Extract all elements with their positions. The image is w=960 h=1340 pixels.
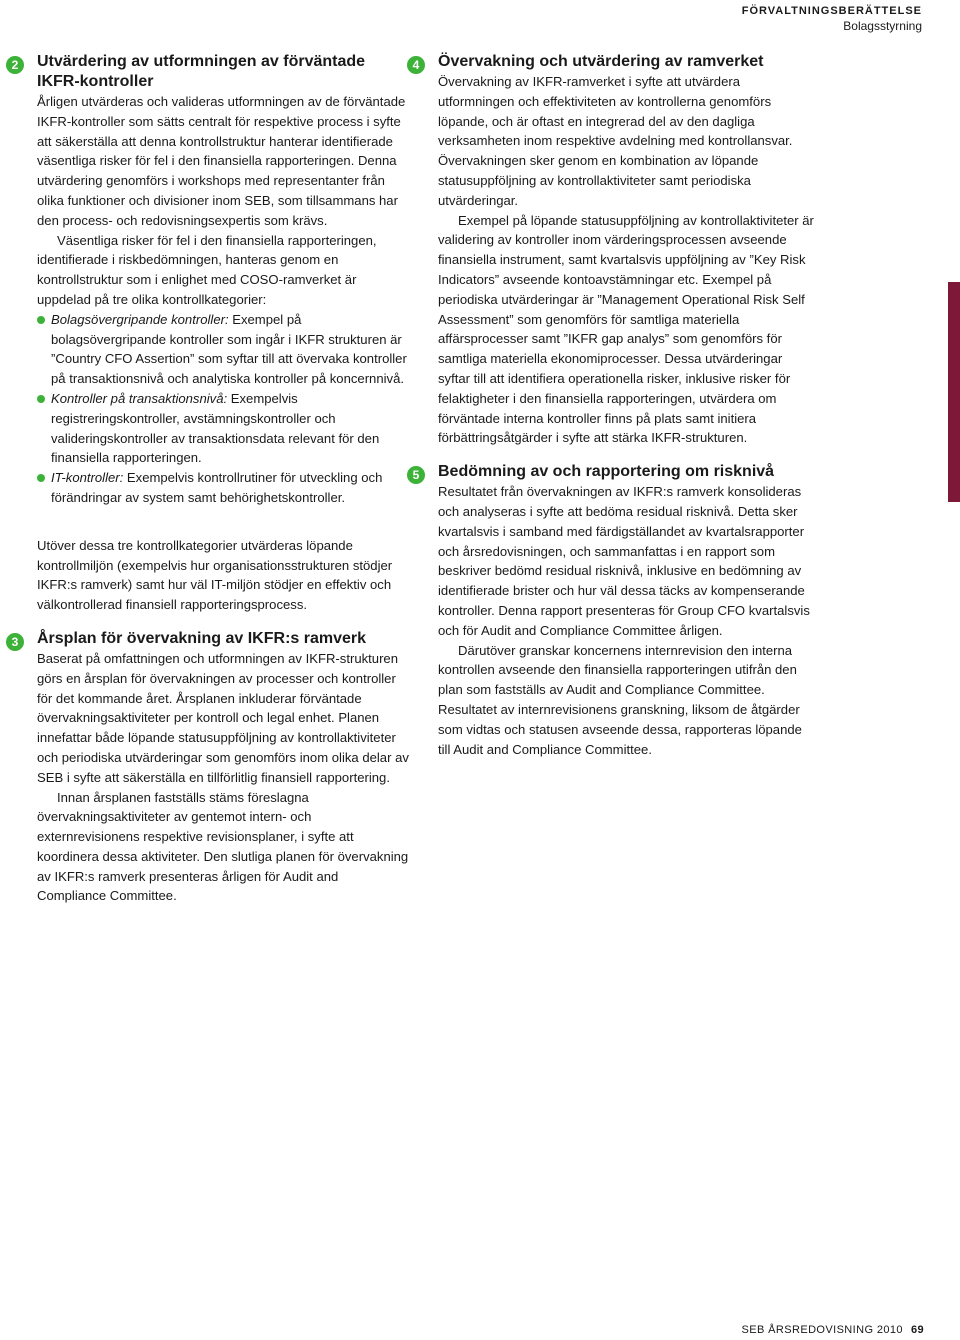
paragraph: Baserat på omfattningen och utformningen av IKFR-strukturen görs en årsplan för övervakningen av processer och kontroller för det kommande året. Årsplanen inkluderar förväntade övervakningsaktiviteter per kontroll och legal enhet. Planen innefattar både löpande statusuppföljning av kontrollaktiviteter och periodiska utvärderingar som genomförs inom olika delar av SEB i syfte att säkerställa en tillförlitlig finansiell rapportering. bbox=[37, 650, 409, 785]
list-item bbox=[37, 310, 409, 389]
section-number-badge: 4 bbox=[407, 56, 425, 74]
section-heading: Bedömning av och rapportering om risknivå bbox=[438, 463, 775, 481]
heading-line-1: Utvärdering av utformningen av förväntade bbox=[37, 53, 366, 70]
list-item bbox=[37, 468, 409, 508]
bullet-icon bbox=[37, 474, 45, 482]
bullet-text: Exempelvis kontrollrutiner för utveckling och förändringar av system samt behörighetskontroller. bbox=[51, 470, 383, 505]
heading-line-2: IKFR-kontroller bbox=[37, 73, 154, 90]
section-number-badge: 2 bbox=[6, 56, 24, 74]
paragraph: Innan årsplanen fastställs stäms föreslagna övervakningsaktiviteter av gentemot intern- och externrevisionens respektive revisionsplaner, i syfte att koordinera dessa aktiviteter. Den slutliga planen för övervakning av IKFR:s ramverk presenteras årligen för Audit and Compliance Committee. bbox=[37, 789, 409, 904]
paragraph: Årligen utvärderas och valideras utformningen av de förväntade IKFR-kontroller som sätts centralt för respektive process i syfte att säkerställa att denna kontrollstruktur hanterar identifierade väsentliga risker för fel i den finansiella rapporteringen. Denna utvärdering genomförs i workshops med representanter från olika funktioner och divisioner inom SEB, som tillsammans har den process- och redovisningsexpertis som krävs. bbox=[37, 94, 406, 228]
section-heading bbox=[37, 52, 409, 92]
section-heading: Årsplan för övervakning av IKFR:s ramverk bbox=[37, 629, 367, 647]
left-column bbox=[11, 52, 409, 906]
paragraph: Resultatet från övervakningen av IKFR:s ramverk konsolideras och analyseras i syfte att bedöma residual risknivå. Detta sker kvartalsvis i samband med färdigställandet av kvartalsrapporter och årsredovisningen, och sammanfattas i en rapport som beskriver bedömd residual risknivå, inklusive en bedömning av identifierade brister och hur väl dessa täcks av kompenserande kontroller. Denna rapport presenteras för Group CFO kvartalsvis och för Audit and Compliance Committee årligen. bbox=[438, 484, 810, 638]
spacer bbox=[438, 448, 814, 462]
list-item bbox=[37, 389, 409, 468]
page-footer bbox=[742, 1324, 924, 1336]
section-number-badge: 5 bbox=[407, 466, 425, 484]
section-2 bbox=[11, 52, 409, 615]
section-heading: Övervakning och utvärdering av ramverket bbox=[438, 53, 764, 70]
header-category: FÖRVALTNINGSBERÄTTELSE bbox=[741, 5, 922, 17]
bullet-icon bbox=[37, 395, 45, 403]
bullet-text: Exempel på bolagsövergripande kontroller som ingår i IKFR strukturen är ”Country CFO Assertion” som syftar till att övervaka kontroller på transaktionsnivå och analytiska kontroller på koncernnivå. bbox=[51, 311, 407, 387]
report-title: SEB ÅRSREDOVISNING 2010 bbox=[741, 1324, 903, 1336]
section-4 bbox=[412, 52, 814, 448]
spacer bbox=[37, 615, 409, 629]
header-subcategory: Bolagsstyrning bbox=[843, 19, 922, 33]
bullet-term: Kontroller på transaktionsnivå: bbox=[51, 390, 228, 406]
paragraph: Utöver dessa tre kontrollkategorier utvärderas löpande kontrollmiljön (exempelvis hur organisationsstrukturen stödjer IKFR:s ramverk) samt hur väl IT-miljön stödjer en effektiv och välkontrollerad finansiell rapporteringsprocess. bbox=[37, 537, 393, 613]
page-header bbox=[742, 4, 922, 34]
side-tab-marker bbox=[948, 282, 960, 502]
right-column bbox=[412, 52, 814, 759]
bullet-text: Exempelvis registreringskontroller, avstämningskontroller och valideringskontroller av transaktionsdata relevant för den finansiella rapporteringen. bbox=[51, 390, 380, 466]
paragraph: Övervakning av IKFR-ramverket i syfte att utvärdera utformningen och effektiviteten av kontrollerna genomförs löpande, och är oftast en integrerad del av den dagliga verksamheten inom respektive avdelning med kontrollansvar. Övervakningen sker genom en kombination av löpande statusuppföljning av kontrollaktiviteter samt periodiska utvärderingar. bbox=[438, 74, 793, 208]
paragraph: Därutöver granskar koncernens internrevision den interna kontrollen avseende den finansiella rapporteringen utifrån den plan som fastställs av Audit and Compliance Committee. Resultatet av internrevisionens granskning, liksom de åtgärder som vidtas och statusen avseende dessa, rapporteras löpande till Audit and Compliance Committee. bbox=[438, 642, 802, 757]
control-category-list bbox=[37, 310, 409, 508]
paragraph: Väsentliga risker för fel i den finansiella rapporteringen, identifierade i riskbedömningen, hanteras genom en kontrollstruktur som i enlighet med COSO-ramverket är uppdelad på tre olika kontrollkategorier: bbox=[37, 232, 377, 307]
spacer bbox=[37, 508, 409, 536]
bullet-term: Bolagsövergripande kontroller: bbox=[51, 311, 229, 327]
bullet-icon bbox=[37, 316, 45, 324]
page-number: 69 bbox=[910, 1324, 924, 1336]
paragraph: Exempel på löpande statusuppföljning av kontrollaktiviteter är validering av kontroller inom värderingsprocessen avseende finansiella instrument, samt kvartalsvis uppföljning av ”Key Risk Indicators” avseende kontoavstämningar etc. Exempel på periodiska utvärderingar är ”Management Operational Risk Self Assessment” som genomförs för samtliga materiella affärsprocesser samt ”IKFR gap analys” som genomförs för samtliga materiella ekonomiprocesser. Dessa utvärderingar syftar till att identifiera operationella risker, inklusive risker för felaktigheter i den finansiella rapporteringen, utvärdera om förväntade interna kontroller finns på plats samt initiera förbättringsåtgärder i syfte att stärka IKFR-strukturen. bbox=[438, 212, 814, 446]
section-5 bbox=[412, 462, 814, 759]
section-number-badge: 3 bbox=[6, 633, 24, 651]
bullet-term: IT-kontroller: bbox=[51, 470, 124, 486]
section-3 bbox=[11, 629, 409, 906]
